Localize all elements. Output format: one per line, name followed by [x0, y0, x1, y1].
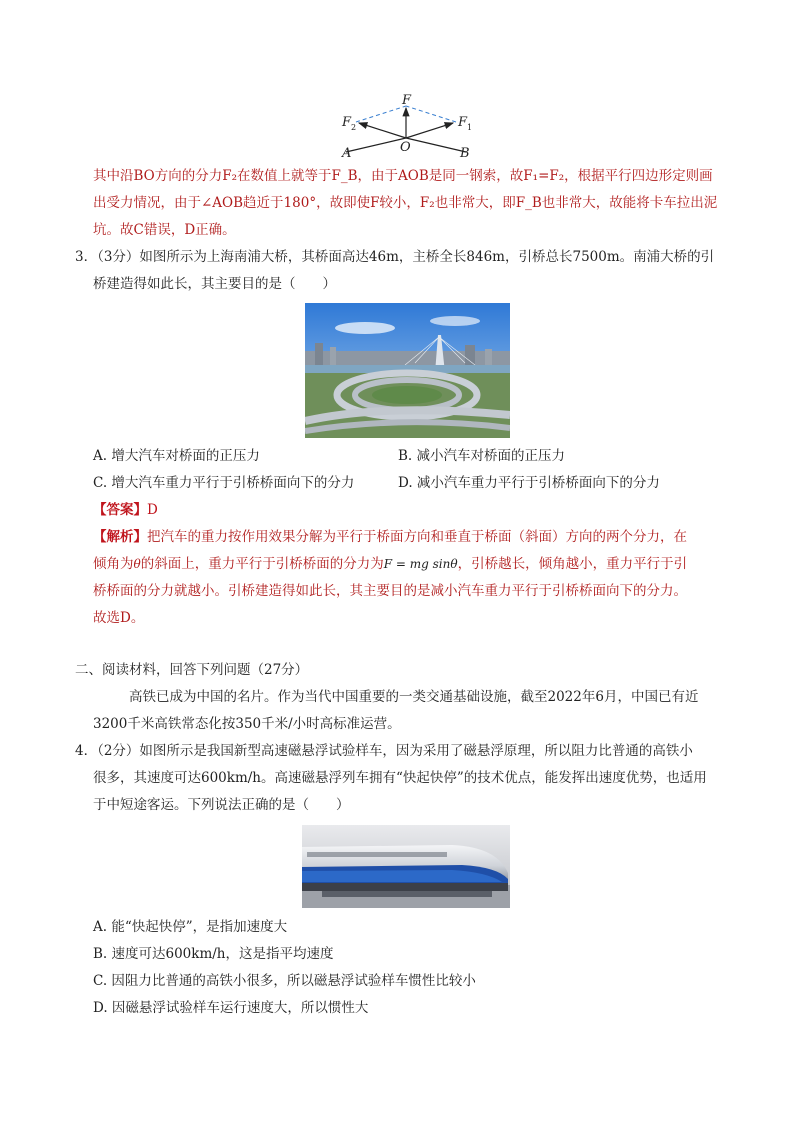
label-o: O	[400, 140, 411, 155]
q4-option-a: A. 能“快起快停”，是指加速度大	[93, 919, 288, 935]
analysis-text-2b: 的斜面上，重力平行于引桥桥面的分力为	[140, 556, 384, 572]
label-b: B	[460, 146, 470, 158]
q3-option-a: A. 增大汽车对桥面的正压力	[93, 448, 260, 464]
label-f2: $F_2$	[342, 115, 357, 132]
q3-stem-line2: 桥建造得如此长，其主要目的是（ ）	[93, 276, 336, 292]
q2-explanation-line2: 出受力情况，由于∠AOB趋近于180°，故即使F较小，F₂也非常大，即F_B也非常大，故能将卡车拉出泥	[93, 195, 718, 211]
q2-explanation-line3: 坑。故C错误，D正确。	[93, 222, 236, 238]
label-f: F	[402, 93, 412, 108]
q3-analysis-line1	[93, 528, 687, 546]
q4-option-c: C. 因阻力比普通的高铁小很多，所以磁悬浮试验样车惯性比较小	[93, 973, 476, 989]
q4-option-b: B. 速度可达600km/h，这是指平均速度	[93, 946, 334, 962]
cable-ob	[406, 138, 466, 152]
analysis-text-2c: ，引桥越长，倾角越小，重力平行于引	[457, 556, 688, 572]
q3-stem-line1: 3．（3分）如图所示为上海南浦大桥，其桥面高达46m，主桥全长846m，引桥总长7500m。南浦大桥的引	[75, 249, 715, 265]
q3-analysis-line2	[93, 555, 687, 573]
q3-option-c: C. 增大汽车重力平行于引桥桥面向下的分力	[93, 475, 355, 491]
section2-material-line1: 高铁已成为中国的名片。作为当代中国重要的一类交通基础设施，截至2022年6月，中国已有近	[129, 689, 699, 705]
q4-option-d: D. 因磁悬浮试验样车运行速度大，所以惯性大	[93, 1000, 369, 1016]
formula-f-mgsin: F = mg sinθ	[383, 557, 458, 571]
section2-heading: 二、阅读材料，回答下列问题（27分）	[75, 662, 309, 678]
force-diagram	[330, 90, 490, 158]
maglev-train-image	[302, 825, 510, 908]
vector-f1	[406, 123, 453, 138]
analysis-text-2a: 倾角为	[93, 556, 134, 572]
q4-stem-line2: 很多，其速度可达600km/h。高速磁悬浮列车拥有“快起快停”的技术优点，能发挥出速度优势，也适用	[93, 770, 707, 786]
q3-analysis-line4: 故选D。	[93, 610, 145, 626]
section2-material-line2: 3200千米高铁常态化按350千米/小时高标准运营。	[93, 716, 401, 732]
q2-explanation-line1: 其中沿BO方向的分力F₂在数值上就等于F_B，由于AOB是同一钢索，故F₁=F₂，根据平行四边形定则画	[93, 168, 713, 184]
nanpu-bridge-image	[305, 303, 510, 438]
vector-f2	[359, 123, 406, 138]
q4-stem-line1: 4．（2分）如图所示是我国新型高速磁悬浮试验样车，因为采用了磁悬浮原理，所以阻力比普通的高铁小	[75, 743, 693, 759]
q3-answer	[93, 501, 158, 519]
q3-analysis-line3: 桥桥面的分力就越小。引桥建造得如此长，其主要目的是减小汽车重力平行于引桥桥面向下的分力。	[93, 583, 687, 599]
theta-symbol: θ	[133, 557, 141, 571]
dashed-line-left	[356, 106, 406, 122]
label-f1: $F_1$	[458, 115, 473, 132]
label-a: A	[342, 146, 352, 158]
analysis-tag: 【解析】	[93, 529, 147, 545]
answer-value: D	[147, 502, 158, 518]
dashed-line-right	[406, 106, 456, 122]
q4-stem-line3: 于中短途客运。下列说法正确的是（ ）	[93, 797, 350, 813]
q3-option-b: B. 减小汽车对桥面的正压力	[398, 448, 566, 464]
cable-ao	[346, 138, 406, 152]
q3-option-d: D. 减小汽车重力平行于引桥桥面向下的分力	[398, 475, 660, 491]
analysis-text-1: 把汽车的重力按作用效果分解为平行于桥面方向和垂直于桥面（斜面）方向的两个分力，在	[147, 529, 687, 545]
answer-tag: 【答案】	[93, 502, 147, 518]
